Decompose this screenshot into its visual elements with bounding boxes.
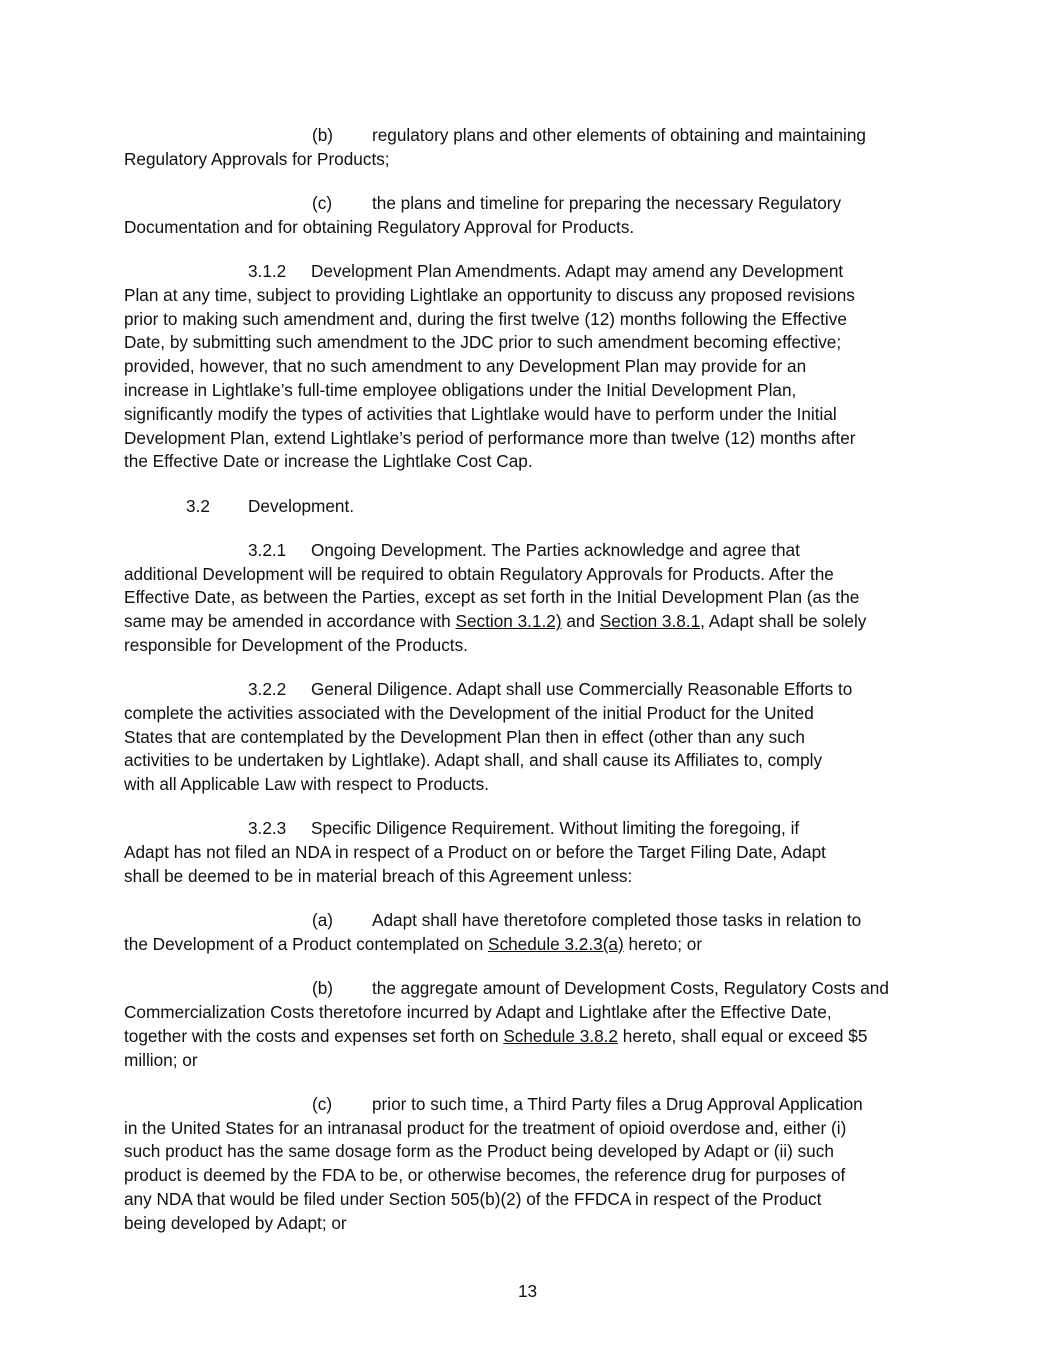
- line-text: Development.: [248, 495, 355, 516]
- line-text: any NDA that would be filed under Section 505(b)(2) of the FFDCA in respect of the Product: [124, 1189, 822, 1209]
- line-text-container: [372, 909, 861, 933]
- cross-reference-link[interactable]: Schedule 3.8.2: [503, 1025, 618, 1046]
- text-line: [124, 539, 934, 563]
- line-text: hereto, shall equal or exceed $5: [618, 1025, 868, 1046]
- section-number: (b): [312, 125, 334, 145]
- line-text: such product has the same dosage form as the Product being developed by Adapt or (ii) such: [124, 1141, 834, 1162]
- line-text: Adapt has not filed an NDA in respect of a Product on or before the Target Filing Date, Adapt: [124, 842, 826, 863]
- line-text: and: [561, 611, 600, 632]
- cross-reference-link[interactable]: Section 3.1.2): [455, 611, 562, 632]
- section-number: (c): [312, 1093, 333, 1114]
- line-text: Regulatory Approvals for Products;: [124, 148, 390, 169]
- line-text: same may be amended in accordance with: [124, 611, 456, 632]
- section-number: (b): [312, 978, 334, 999]
- line-text: complete the activities associated with the Development of the initial Product for the United: [124, 702, 814, 723]
- text-line: [124, 933, 934, 957]
- line-text: hereto; or: [623, 934, 703, 955]
- text-line: [124, 403, 934, 427]
- paragraph-sec3: [124, 678, 934, 797]
- line-text: together with the costs and expenses set forth on: [124, 1025, 504, 1046]
- line-text: shall be deemed to be in material breach of this Agreement unless:: [124, 866, 633, 887]
- line-text: being developed by Adapt; or: [124, 1212, 347, 1233]
- line-text: Ongoing Development. The Parties acknowledge and agree that: [311, 539, 800, 560]
- text-line: [124, 610, 934, 634]
- line-text: Adapt shall have theretofore completed those tasks in relation to: [372, 910, 862, 931]
- text-line: [124, 284, 934, 308]
- paragraph-sub: [124, 192, 934, 240]
- paragraph-sec2: [124, 495, 934, 519]
- line-text: increase in Lightlake’s full-time employee obligations under the Initial Development Plan,: [124, 379, 797, 400]
- line-text: the aggregate amount of Development Costs, Regulatory Costs and: [372, 978, 889, 999]
- paragraph-sec3: [124, 539, 934, 658]
- text-line: [124, 563, 934, 587]
- text-line: [124, 124, 934, 148]
- text-line: [124, 977, 934, 1001]
- text-line: [124, 1140, 934, 1164]
- text-line: [124, 702, 934, 726]
- text-line: [124, 1025, 934, 1049]
- section-number: (c): [312, 192, 333, 213]
- section-number: (a): [312, 910, 334, 931]
- text-line: [124, 749, 934, 773]
- line-text: in the United States for an intranasal product for the treatment of opioid overdose and, either (i): [124, 1117, 847, 1138]
- line-text: responsible for Development of the Products.: [124, 634, 468, 655]
- line-text: the Development of a Product contemplated on: [124, 934, 489, 955]
- line-text: General Diligence. Adapt shall use Commercially Reasonable Efforts to: [311, 679, 853, 700]
- section-number: 3.2.2: [248, 679, 287, 700]
- line-text: regulatory plans and other elements of obtaining and maintaining: [372, 125, 866, 145]
- line-text: with all Applicable Law with respect to Products.: [124, 774, 489, 795]
- paragraph-sec3: [124, 260, 934, 474]
- text-line: [124, 331, 934, 355]
- line-text: activities to be undertaken by Lightlake). Adapt shall, and shall cause its Affiliates to, comply: [124, 750, 823, 771]
- line-text: the plans and timeline for preparing the necessary Regulatory: [372, 192, 842, 213]
- text-line: [124, 495, 934, 519]
- text-line: [124, 216, 934, 240]
- text-line: [124, 678, 934, 702]
- text-line: [124, 1001, 934, 1025]
- line-text-container: [311, 260, 843, 284]
- paragraph-sub: [124, 124, 934, 172]
- text-line: [124, 450, 934, 474]
- line-text-container: [311, 817, 799, 841]
- text-line: [124, 379, 934, 403]
- text-line: [124, 355, 934, 379]
- text-line: [124, 1188, 934, 1212]
- line-text: Effective Date, as between the Parties, except as set forth in the Initial Development Plan (as the: [124, 587, 860, 608]
- line-text: million; or: [124, 1049, 198, 1070]
- cross-reference-link[interactable]: Section 3.8.1,: [599, 611, 705, 632]
- line-text: Development Plan Amendments. Adapt may amend any Development: [311, 260, 844, 281]
- text-line: [124, 586, 934, 610]
- line-text: prior to such time, a Third Party files a Drug Approval Application: [372, 1093, 863, 1114]
- section-number: 3.2: [186, 495, 210, 516]
- line-text-container: [372, 1093, 863, 1117]
- paragraph-sec3: [124, 817, 934, 888]
- text-line: [124, 634, 934, 658]
- text-line: [124, 1117, 934, 1141]
- line-text: States that are contemplated by the Development Plan then in effect (other than any such: [124, 726, 805, 747]
- page-number: 13: [517, 1281, 538, 1301]
- text-line: [124, 192, 934, 216]
- line-text-container: [311, 539, 800, 563]
- line-text-container: [248, 495, 354, 519]
- line-text: product is deemed by the FDA to be, or otherwise becomes, the reference drug for purposes of: [124, 1165, 846, 1186]
- text-line: [124, 260, 934, 284]
- line-text: additional Development will be required to obtain Regulatory Approvals for Products. After the: [124, 563, 834, 584]
- line-text: Adapt shall be solely: [704, 611, 867, 632]
- text-line: [124, 308, 934, 332]
- line-text: the Effective Date or increase the Lightlake Cost Cap.: [124, 451, 533, 472]
- paragraph-sub: [124, 1093, 934, 1236]
- text-line: [124, 427, 934, 451]
- line-text: Date, by submitting such amendment to the JDC prior to such amendment becoming effective;: [124, 332, 842, 353]
- section-number: 3.2.3: [248, 818, 287, 839]
- paragraph-sub: [124, 909, 934, 957]
- line-text: Plan at any time, subject to providing Lightlake an opportunity to discuss any proposed revisions: [124, 284, 855, 305]
- line-text: Documentation and for obtaining Regulatory Approval for Products.: [124, 216, 635, 237]
- text-line: [124, 1212, 934, 1236]
- text-line: [124, 1093, 934, 1117]
- text-line: [124, 773, 934, 797]
- line-text-container: [372, 192, 841, 216]
- section-number: 3.2.1: [248, 539, 287, 560]
- line-text-container: [372, 977, 889, 1001]
- line-text: Specific Diligence Requirement. Without limiting the foregoing, if: [311, 818, 800, 839]
- line-text-container: [372, 124, 866, 148]
- text-line: [124, 817, 934, 841]
- cross-reference-link[interactable]: Schedule 3.2.3(a): [488, 934, 624, 955]
- text-line: [124, 865, 934, 889]
- text-line: [124, 148, 934, 172]
- text-line: [124, 1049, 934, 1073]
- text-line: [124, 726, 934, 750]
- line-text: Commercialization Costs theretofore incurred by Adapt and Lightlake after the Effective Date,: [124, 1002, 832, 1023]
- line-text: prior to making such amendment and, during the first twelve (12) months following the Effective: [124, 308, 847, 329]
- line-text: provided, however, that no such amendment to any Development Plan may provide for an: [124, 356, 807, 377]
- paragraph-sub: [124, 977, 934, 1072]
- section-number: 3.1.2: [248, 260, 287, 281]
- text-line: [124, 909, 934, 933]
- document-body: [124, 124, 934, 1256]
- line-text: significantly modify the types of activities that Lightlake would have to perform under the Initial: [124, 403, 837, 424]
- text-line: [124, 1164, 934, 1188]
- text-line: [124, 841, 934, 865]
- line-text: Development Plan, extend Lightlake’s period of performance more than twelve (12) months after: [124, 427, 856, 448]
- line-text-container: [311, 678, 852, 702]
